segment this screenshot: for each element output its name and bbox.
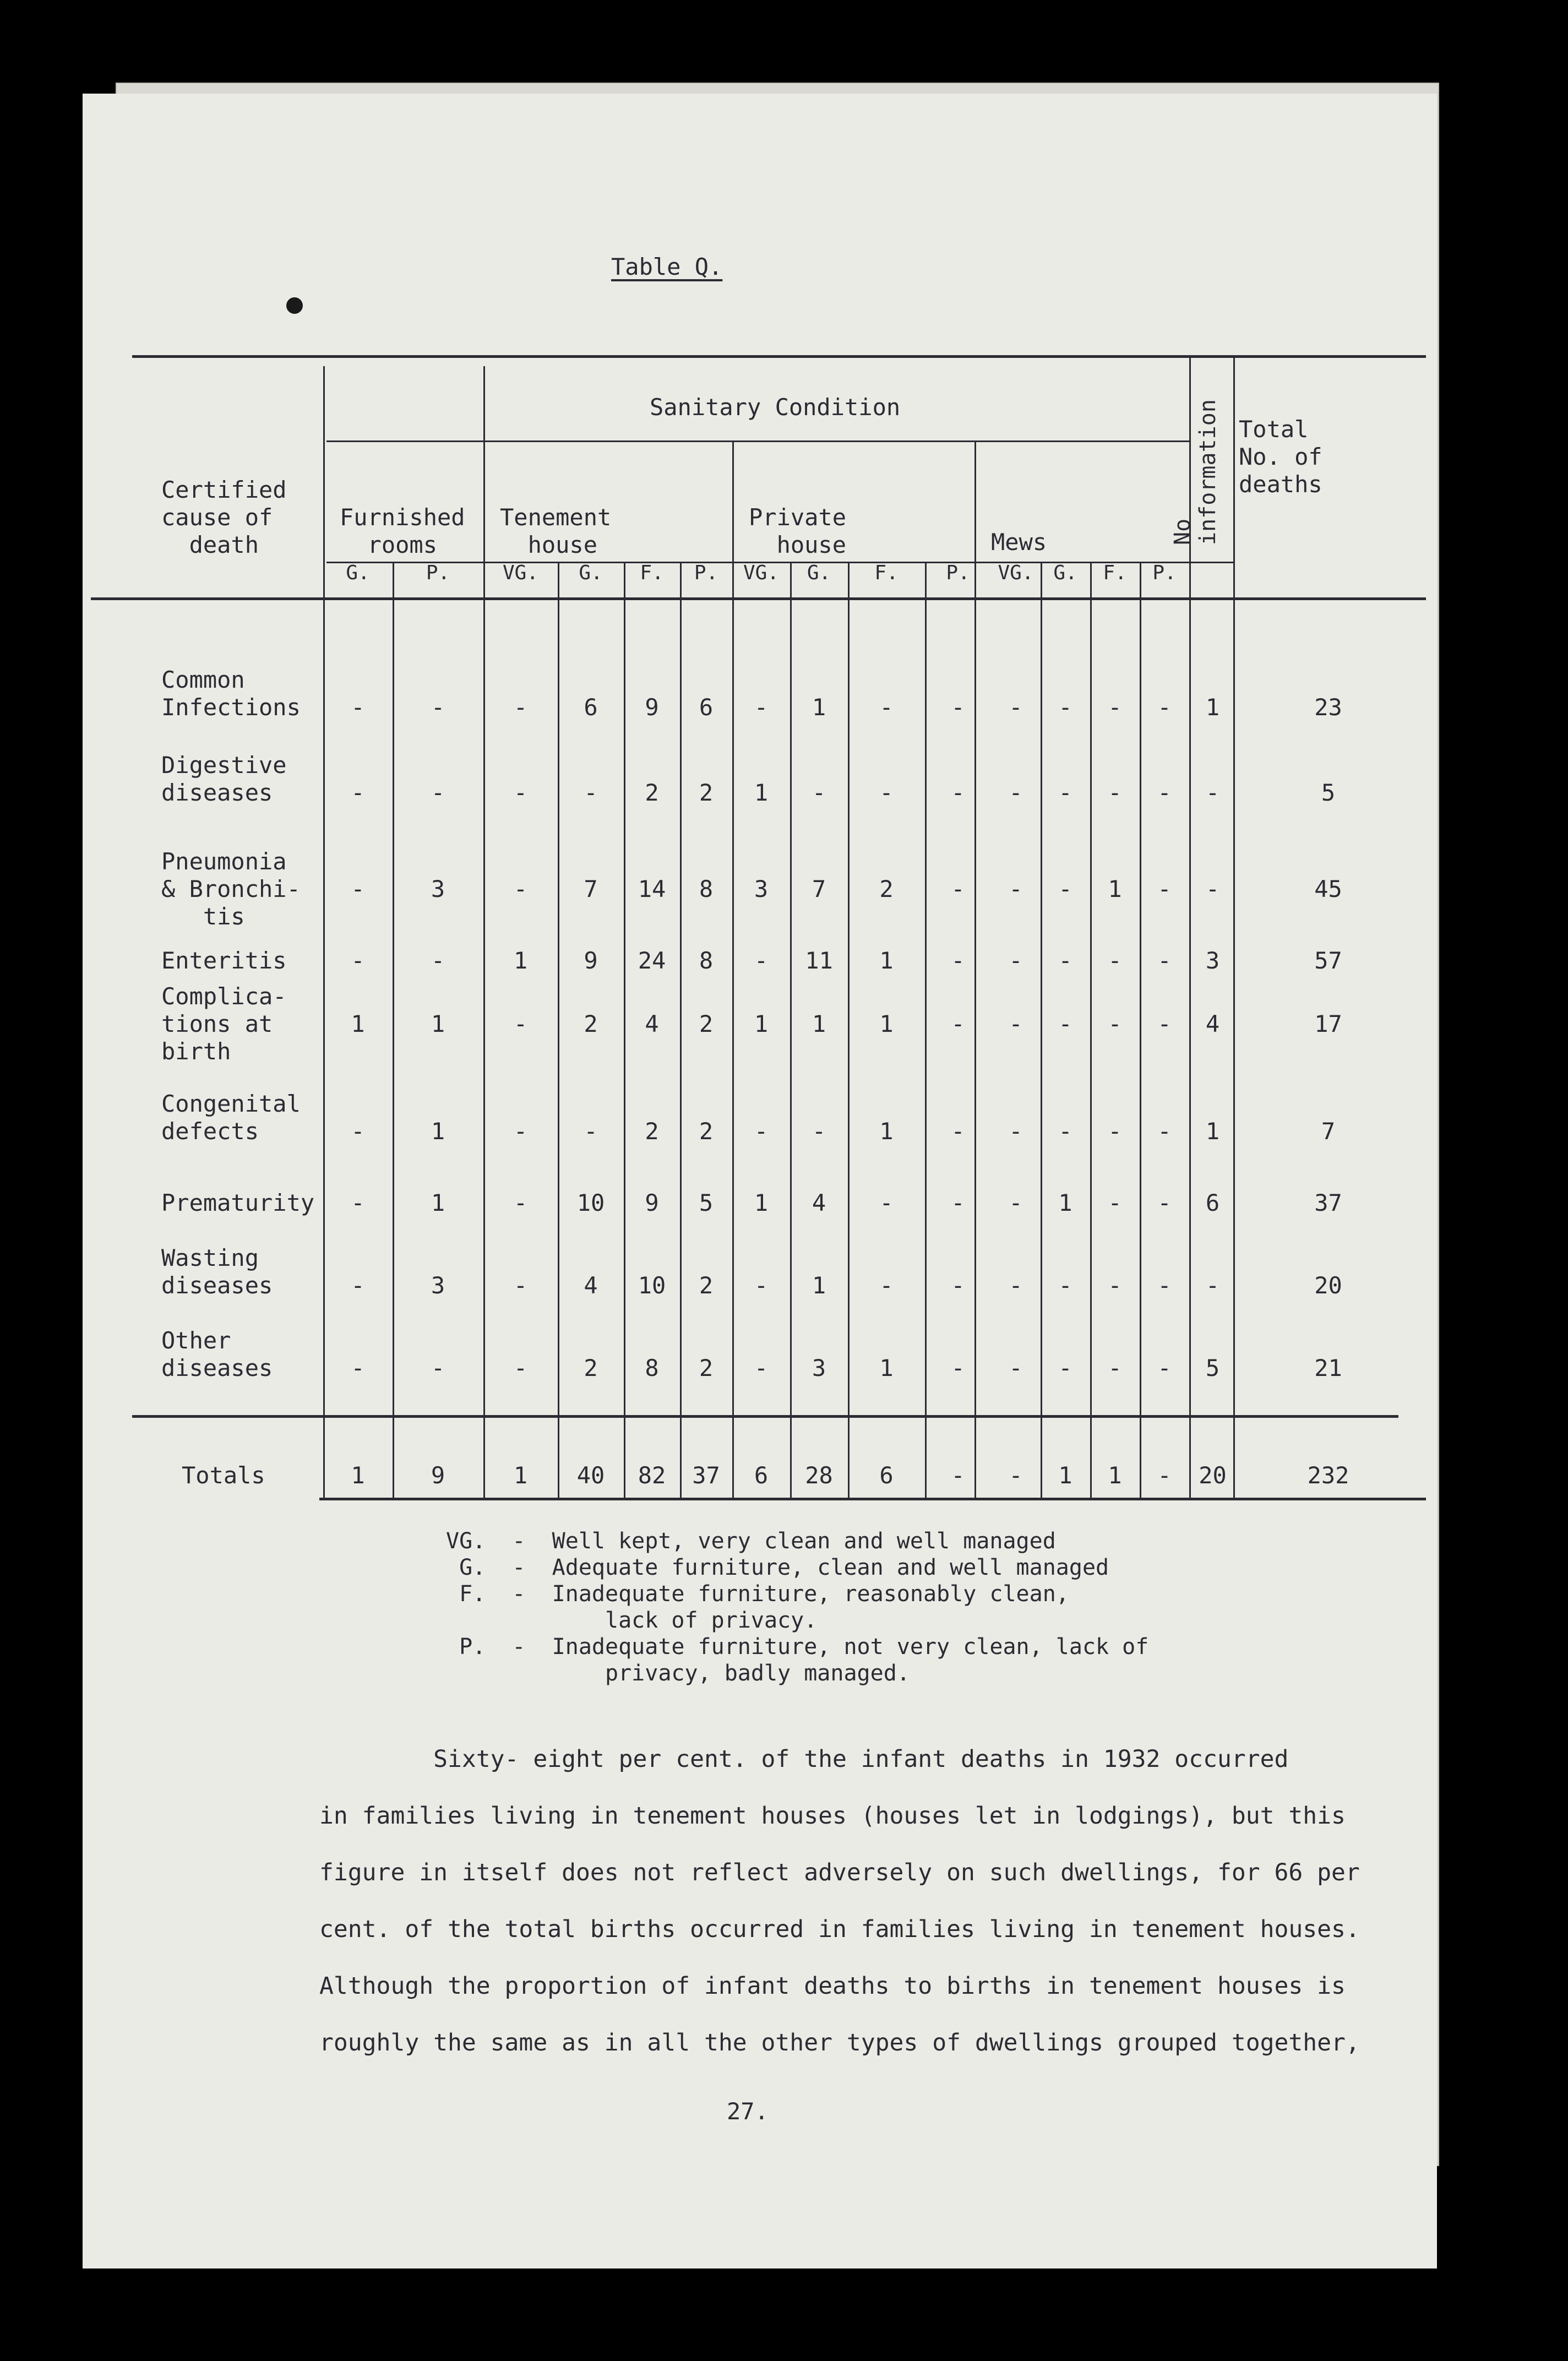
table-cell: 4 bbox=[645, 1010, 659, 1037]
table-cell: 1 bbox=[431, 1010, 445, 1037]
table-cell: - bbox=[754, 1272, 769, 1299]
table-cell: - bbox=[1009, 694, 1023, 721]
table-cell: - bbox=[351, 1354, 365, 1381]
category-header: Mews bbox=[991, 529, 1047, 556]
table-top-rule bbox=[132, 355, 1426, 358]
table-cell: - bbox=[1108, 1118, 1122, 1145]
table-cell: 6 bbox=[584, 694, 598, 721]
table-cell: - bbox=[1108, 779, 1122, 806]
table-cell: - bbox=[1157, 1189, 1172, 1216]
table-cell: - bbox=[951, 1189, 965, 1216]
table-cell: - bbox=[951, 1010, 965, 1037]
table-cell: - bbox=[351, 694, 365, 721]
table-cell: 2 bbox=[699, 1272, 714, 1299]
totals-cell: 1 bbox=[513, 1462, 528, 1489]
table-cell: - bbox=[1009, 1189, 1023, 1216]
total-deaths-header: Total No. of deaths bbox=[1239, 416, 1322, 498]
table-column-rule bbox=[323, 366, 325, 1500]
table-cell: 1 bbox=[879, 1354, 894, 1381]
table-cell: 1 bbox=[812, 694, 826, 721]
table-cell: - bbox=[812, 779, 826, 806]
table-column-rule bbox=[1233, 358, 1235, 1500]
table-cell: 2 bbox=[879, 875, 894, 902]
cause-label: Complica- tions at birth bbox=[161, 983, 287, 1065]
table-cell: - bbox=[1058, 1354, 1072, 1381]
table-cell: - bbox=[1157, 1354, 1172, 1381]
table-cell: - bbox=[513, 779, 528, 806]
table-cell: - bbox=[951, 1272, 965, 1299]
table-cell: 9 bbox=[584, 947, 598, 974]
header-bottom-rule bbox=[91, 597, 1426, 600]
table-cell: - bbox=[351, 779, 365, 806]
table-cell: - bbox=[754, 694, 769, 721]
totals-cell: 9 bbox=[431, 1462, 445, 1489]
table-cell: 4 bbox=[1205, 1010, 1220, 1037]
table-cell: - bbox=[812, 1118, 826, 1145]
table-cell: - bbox=[1157, 947, 1172, 974]
table-cell: - bbox=[1058, 875, 1072, 902]
condition-subheader: P. bbox=[946, 562, 970, 584]
paragraph-line: Sixty- eight per cent. of the infant deaths in 1932 occurred bbox=[319, 1745, 1289, 1773]
table-cell: - bbox=[951, 875, 965, 902]
table-cell: 1 bbox=[879, 947, 894, 974]
table-cell: 3 bbox=[754, 875, 769, 902]
table-bottom-rule bbox=[319, 1498, 1426, 1500]
table-cell: - bbox=[1009, 875, 1023, 902]
table-cell: 5 bbox=[699, 1189, 714, 1216]
table-cell: - bbox=[584, 779, 598, 806]
table-cell: - bbox=[513, 1118, 528, 1145]
table-cell: 1 bbox=[1205, 1118, 1220, 1145]
table-cell: - bbox=[431, 694, 445, 721]
table-cell: - bbox=[1009, 1354, 1023, 1381]
totals-cell: 20 bbox=[1199, 1462, 1227, 1489]
table-cell: 6 bbox=[1205, 1189, 1220, 1216]
table-cell: 1 bbox=[431, 1118, 445, 1145]
table-cell: - bbox=[1157, 1118, 1172, 1145]
totals-label: Totals bbox=[182, 1462, 265, 1489]
cause-label: Wasting diseases bbox=[161, 1244, 273, 1299]
totals-cell: 6 bbox=[879, 1462, 894, 1489]
table-cell: - bbox=[951, 1354, 965, 1381]
table-cell: 45 bbox=[1314, 875, 1342, 902]
paragraph-line: cent. of the total births occurred in families living in tenement houses. bbox=[319, 1916, 1360, 1943]
table-cell: - bbox=[513, 875, 528, 902]
table-cell: - bbox=[754, 1354, 769, 1381]
table-cell: 4 bbox=[812, 1189, 826, 1216]
table-cell: 7 bbox=[584, 875, 598, 902]
condition-subheader: G. bbox=[579, 562, 603, 584]
totals-cell: 1 bbox=[1058, 1462, 1072, 1489]
cause-label: Congenital defects bbox=[161, 1090, 301, 1145]
table-cell: 2 bbox=[645, 1118, 659, 1145]
totals-cell: 232 bbox=[1307, 1462, 1349, 1489]
table-cell: 10 bbox=[638, 1272, 666, 1299]
category-header: Furnished rooms bbox=[340, 504, 465, 558]
table-cell: - bbox=[1157, 1010, 1172, 1037]
condition-subheader: G. bbox=[1053, 562, 1077, 584]
table-cell: - bbox=[1058, 1010, 1072, 1037]
table-cell: - bbox=[1108, 1272, 1122, 1299]
table-cell: - bbox=[431, 779, 445, 806]
table-cell: 3 bbox=[1205, 947, 1220, 974]
table-cell: - bbox=[1205, 1272, 1220, 1299]
table-cell: 3 bbox=[812, 1354, 826, 1381]
condition-subheader: P. bbox=[694, 562, 718, 584]
table-cell: 1 bbox=[754, 1189, 769, 1216]
condition-subheader: G. bbox=[346, 562, 370, 584]
table-cell: - bbox=[351, 1272, 365, 1299]
condition-subheader: F. bbox=[874, 562, 899, 584]
cause-label: Other diseases bbox=[161, 1327, 273, 1381]
table-cell: - bbox=[351, 1118, 365, 1145]
table-cell: 1 bbox=[812, 1010, 826, 1037]
table-cell: 2 bbox=[699, 779, 714, 806]
cause-label: Enteritis bbox=[161, 947, 287, 974]
table-cell: 1 bbox=[754, 1010, 769, 1037]
table-cell: 2 bbox=[699, 1354, 714, 1381]
table-cell: - bbox=[351, 947, 365, 974]
legend-entry: F. - Inadequate furniture, reasonably clean, lack of privacy. bbox=[459, 1581, 1069, 1633]
table-cell: 5 bbox=[1321, 779, 1336, 806]
totals-cell: 82 bbox=[638, 1462, 666, 1489]
table-cell: - bbox=[431, 947, 445, 974]
table-cell: 1 bbox=[1058, 1189, 1072, 1216]
table-cell: 24 bbox=[638, 947, 666, 974]
group-underline bbox=[326, 440, 1191, 442]
table-cell: - bbox=[1058, 947, 1072, 974]
totals-cell: 28 bbox=[805, 1462, 833, 1489]
table-cell: 2 bbox=[584, 1010, 598, 1037]
cause-header: Certified cause of death bbox=[161, 476, 287, 558]
totals-top-rule bbox=[132, 1415, 1398, 1418]
table-cell: 8 bbox=[699, 947, 714, 974]
category-header: Private house bbox=[749, 504, 847, 558]
table-cell: - bbox=[584, 1118, 598, 1145]
table-cell: 1 bbox=[1205, 694, 1220, 721]
table-cell: 1 bbox=[812, 1272, 826, 1299]
table-cell: 1 bbox=[351, 1010, 365, 1037]
table-cell: 1 bbox=[1108, 875, 1122, 902]
table-cell: 17 bbox=[1314, 1010, 1342, 1037]
table-cell: 20 bbox=[1314, 1272, 1342, 1299]
table-cell: - bbox=[951, 1118, 965, 1145]
table-cell: - bbox=[431, 1354, 445, 1381]
table-cell: - bbox=[1108, 1010, 1122, 1037]
condition-subheader: P. bbox=[1152, 562, 1177, 584]
table-cell: 1 bbox=[879, 1010, 894, 1037]
condition-subheader: VG. bbox=[502, 562, 539, 584]
table-cell: - bbox=[1058, 694, 1072, 721]
table-cell: - bbox=[513, 1189, 528, 1216]
table-cell: - bbox=[513, 1354, 528, 1381]
table-cell: 7 bbox=[1321, 1118, 1336, 1145]
condition-subheader: F. bbox=[1103, 562, 1127, 584]
table-title: Table Q. bbox=[611, 253, 723, 280]
table-cell: - bbox=[1157, 779, 1172, 806]
table-cell: 9 bbox=[645, 1189, 659, 1216]
table-cell: 6 bbox=[699, 694, 714, 721]
totals-cell: 1 bbox=[351, 1462, 365, 1489]
table-cell: - bbox=[879, 1189, 894, 1216]
table-cell: - bbox=[1108, 694, 1122, 721]
table-cell: - bbox=[951, 947, 965, 974]
table-cell: 5 bbox=[1205, 1354, 1220, 1381]
sanitary-condition-header: Sanitary Condition bbox=[650, 394, 901, 421]
cause-label: Pneumonia & Bronchi- tis bbox=[161, 848, 301, 930]
table-cell: - bbox=[879, 694, 894, 721]
condition-subheader: P. bbox=[426, 562, 450, 584]
table-cell: - bbox=[513, 1272, 528, 1299]
table-cell: 3 bbox=[431, 875, 445, 902]
table-cell: - bbox=[1009, 1272, 1023, 1299]
table-cell: - bbox=[879, 779, 894, 806]
table-cell: - bbox=[1058, 1118, 1072, 1145]
table-cell: 1 bbox=[431, 1189, 445, 1216]
table-cell: 1 bbox=[879, 1118, 894, 1145]
table-column-rule bbox=[483, 366, 485, 1500]
table-cell: - bbox=[754, 947, 769, 974]
cause-label: Common Infections bbox=[161, 666, 301, 721]
paragraph-line: Although the proportion of infant deaths to births in tenement houses is bbox=[319, 1972, 1346, 2000]
table-cell: - bbox=[1108, 1189, 1122, 1216]
table-cell: - bbox=[1009, 779, 1023, 806]
totals-cell: 37 bbox=[692, 1462, 720, 1489]
table-cell: - bbox=[1205, 875, 1220, 902]
paragraph-line: in families living in tenement houses (houses let in lodgings), but this bbox=[319, 1802, 1346, 1830]
table-cell: 1 bbox=[513, 947, 528, 974]
table-cell: 2 bbox=[584, 1354, 598, 1381]
totals-cell: 6 bbox=[754, 1462, 769, 1489]
category-header: Tenement house bbox=[500, 504, 612, 558]
totals-cell: 1 bbox=[1108, 1462, 1122, 1489]
table-cell: - bbox=[1157, 694, 1172, 721]
table-cell: - bbox=[513, 1010, 528, 1037]
table-cell: - bbox=[1058, 1272, 1072, 1299]
table-cell: 57 bbox=[1314, 947, 1342, 974]
condition-subheader: F. bbox=[640, 562, 664, 584]
table-cell: 21 bbox=[1314, 1354, 1342, 1381]
totals-cell: - bbox=[1157, 1462, 1172, 1489]
table-cell: 11 bbox=[805, 947, 833, 974]
totals-cell: 40 bbox=[576, 1462, 605, 1489]
table-cell: - bbox=[1108, 1354, 1122, 1381]
no-information-header: No information bbox=[1170, 399, 1221, 545]
condition-subheader: G. bbox=[807, 562, 831, 584]
table-cell: 2 bbox=[699, 1010, 714, 1037]
table-cell: 8 bbox=[645, 1354, 659, 1381]
punch-hole bbox=[286, 297, 303, 314]
table-cell: - bbox=[1009, 947, 1023, 974]
table-cell: - bbox=[351, 1189, 365, 1216]
table-cell: - bbox=[1157, 875, 1172, 902]
table-cell: - bbox=[1058, 779, 1072, 806]
table-cell: 37 bbox=[1314, 1189, 1342, 1216]
table-cell: 14 bbox=[638, 875, 666, 902]
totals-cell: - bbox=[1009, 1462, 1023, 1489]
paragraph-line: roughly the same as in all the other types of dwellings grouped together, bbox=[319, 2029, 1360, 2057]
table-cell: - bbox=[951, 779, 965, 806]
condition-subheader: VG. bbox=[998, 562, 1034, 584]
table-cell: 23 bbox=[1314, 694, 1342, 721]
table-cell: 9 bbox=[645, 694, 659, 721]
table-cell: 1 bbox=[754, 779, 769, 806]
page-number: 27. bbox=[727, 2098, 769, 2125]
paragraph-line: figure in itself does not reflect adversely on such dwellings, for 66 per bbox=[319, 1859, 1360, 1886]
legend-entry: P. - Inadequate furniture, not very clean, lack of privacy, badly managed. bbox=[459, 1634, 1149, 1686]
table-cell: 3 bbox=[431, 1272, 445, 1299]
table-cell: 10 bbox=[576, 1189, 605, 1216]
legend-entry: G. - Adequate furniture, clean and well managed bbox=[446, 1555, 1109, 1580]
totals-cell: - bbox=[951, 1462, 965, 1489]
table-cell: - bbox=[951, 694, 965, 721]
table-cell: 4 bbox=[584, 1272, 598, 1299]
cause-label: Prematurity bbox=[161, 1189, 315, 1216]
cause-label: Digestive diseases bbox=[161, 752, 287, 806]
table-cell: - bbox=[754, 1118, 769, 1145]
table-cell: 2 bbox=[645, 779, 659, 806]
table-cell: 2 bbox=[699, 1118, 714, 1145]
table-cell: - bbox=[879, 1272, 894, 1299]
table-cell: - bbox=[1108, 947, 1122, 974]
legend-entry: VG. - Well kept, very clean and well managed bbox=[446, 1528, 1056, 1554]
table-cell: 7 bbox=[812, 875, 826, 902]
table-cell: - bbox=[1009, 1118, 1023, 1145]
table-cell: - bbox=[1157, 1272, 1172, 1299]
table-cell: - bbox=[1205, 779, 1220, 806]
table-cell: - bbox=[1009, 1010, 1023, 1037]
table-cell: 8 bbox=[699, 875, 714, 902]
condition-subheader: VG. bbox=[743, 562, 780, 584]
table-cell: - bbox=[513, 694, 528, 721]
table-cell: - bbox=[351, 875, 365, 902]
